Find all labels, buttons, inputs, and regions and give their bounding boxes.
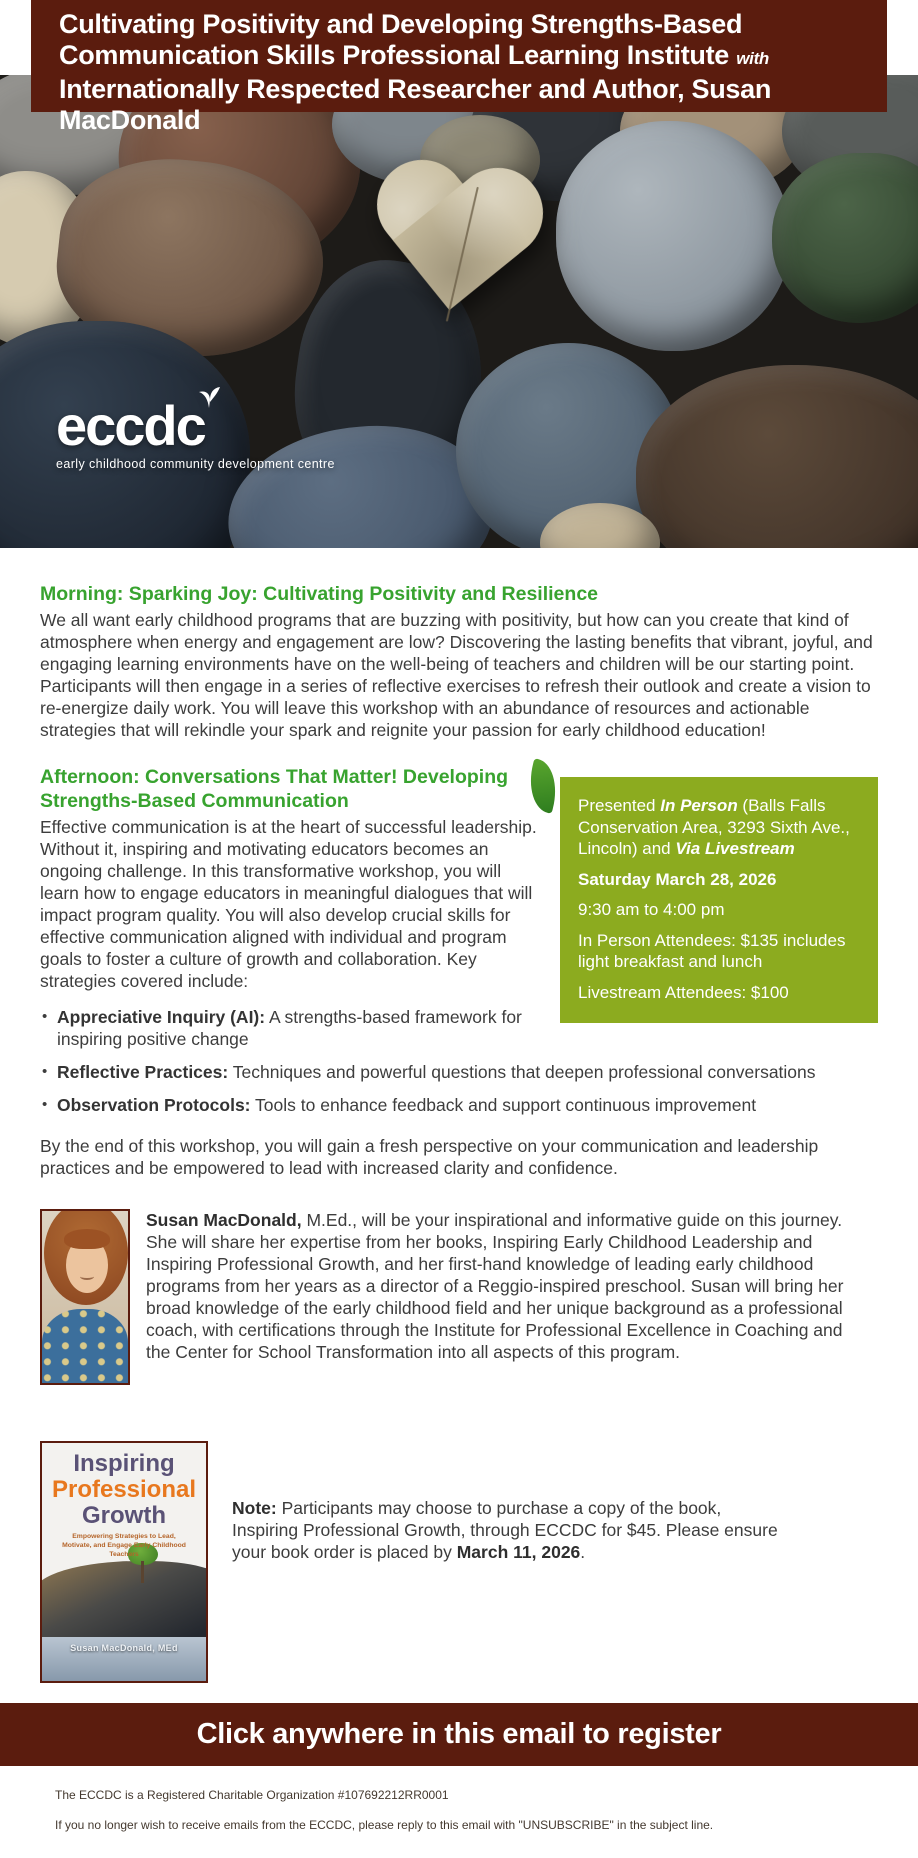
eccdc-logo xyxy=(56,394,335,471)
event-livestream-label: Via Livestream xyxy=(675,839,795,858)
eccdc-logo-text: eccdc xyxy=(56,394,205,457)
eccdc-logo-tagline: early childhood community development centre xyxy=(56,457,335,471)
book-title-line-2: Professional xyxy=(51,1476,197,1503)
event-in-person-label: In Person xyxy=(660,796,738,815)
bio-text: M.Ed., will be your inspirational and informative guide on this journey. She will share her expertise from her books, Inspiring Early Childhood Leadership and Inspiring Professional Growth, and her first-hand knowledge of leading early childhood programs from her years as a director of a Reggio-inspired preschool. Susan will bring her broad knowledge of the early childhood field and her unique background as a professional coach, with certifications through the Institute for Professional Excellence in Coaching and the Center for School Transformation into all aspects of this program. xyxy=(146,1210,844,1362)
book-subtitle: Empowering Strategies to Lead, Motivate, and Engage Early Childhood Teachers xyxy=(62,1533,186,1559)
event-location-line xyxy=(578,795,862,860)
stones-photo xyxy=(0,75,918,548)
event-presented-prefix: Presented xyxy=(578,796,661,815)
register-banner[interactable]: Click anywhere in this email to register xyxy=(0,1703,918,1766)
event-date: Saturday March 28, 2026 xyxy=(578,869,777,889)
key-strategies-list xyxy=(40,1006,878,1116)
morning-heading: Morning: Sparking Joy: Cultivating Positivity and Resilience xyxy=(40,583,599,605)
afternoon-heading: Afternoon: Conversations That Matter! Developing Strengths-Based Communication xyxy=(40,766,509,812)
book-cover-rocks xyxy=(40,1561,208,1639)
book-note xyxy=(232,1497,780,1683)
afternoon-section xyxy=(40,765,878,1116)
bullet-lead: Appreciative Inquiry (AI): xyxy=(57,1007,266,1027)
book-section xyxy=(40,1441,878,1683)
unsubscribe-line: If you no longer wish to receive emails from the ECCDC, please reply to this email with "UNSUBSCRIBE" in the subject line. xyxy=(55,1818,714,1832)
bullet-lead: Reflective Practices: xyxy=(57,1062,229,1082)
stone xyxy=(772,153,918,323)
book-cover-titles xyxy=(42,1443,206,1529)
hero-section xyxy=(0,0,918,548)
presenter-name: Susan MacDonald, xyxy=(146,1210,302,1230)
list-item xyxy=(40,1006,878,1050)
main-content xyxy=(0,582,918,1683)
title-banner xyxy=(31,0,887,135)
heart-stone xyxy=(356,158,564,357)
tree-trunk xyxy=(141,1561,144,1583)
event-details-box xyxy=(560,777,878,1023)
title-line-1: Cultivating Positivity and Developing Strengths-Based xyxy=(59,9,743,39)
portrait-bangs xyxy=(64,1229,110,1249)
note-text: Participants may choose to purchase a copy of the book, Inspiring Professional Growth, through ECCDC for $45. Please ensure your book order is placed by xyxy=(232,1498,778,1562)
leaf-icon xyxy=(522,758,563,814)
morning-section xyxy=(40,582,878,741)
title-line-3: Internationally Respected Researcher and Author, Susan MacDonald xyxy=(59,74,772,135)
event-time: 9:30 am to 4:00 pm xyxy=(578,900,725,919)
presenter-bio-section xyxy=(40,1209,878,1385)
event-price-livestream: Livestream Attendees: $100 xyxy=(578,982,789,1002)
stone xyxy=(556,121,791,351)
note-period: . xyxy=(580,1542,586,1562)
book-cover-image xyxy=(40,1441,208,1683)
title-with: with xyxy=(736,49,770,68)
logo-leaf-icon xyxy=(197,386,223,408)
note-date: March 11, 2026 xyxy=(456,1542,581,1562)
title-line-2 xyxy=(59,40,859,74)
event-location-text: (Balls Falls Conservation Area, 3293 Sixth Ave., Lincoln) and xyxy=(578,796,850,858)
list-item xyxy=(40,1061,878,1083)
bullet-text: Techniques and powerful questions that deepen professional conversations xyxy=(228,1062,816,1082)
charitable-org-line: The ECCDC is a Registered Charitable Organization #107692212RR0001 xyxy=(55,1788,449,1802)
note-lead: Note: xyxy=(232,1498,277,1518)
afternoon-paragraph: Effective communication is at the heart of successful leadership. Without it, inspiring and motivating educators becomes an ongoing challenge. In this transformative workshop, you will learn how to engage educators in meaningful dialogues that will impact program quality. You will also develop crucial skills for effective communication aligned with individual and program goals to foster a culture of growth and collaboration. Key strategies covered include: xyxy=(40,817,537,991)
morning-paragraph: We all want early childhood programs that are buzzing with positivity, but how can you create that kind of atmosphere when energy and engagement are low? Discovering the lasting benefits that vibrant, joyful, and engaging learning environments have on the well-being of teachers and children will be our starting point. Participants will then engage in a series of reflective exercises to refresh their outlook and create a vision to re-energize daily work. You will leave this workshop with an abundance of resources and actionable strategies that will rekindle your spark and reignite your passion for early childhood education! xyxy=(40,610,873,740)
portrait-clothing xyxy=(42,1309,128,1383)
book-author: Susan MacDonald, MEd xyxy=(70,1643,178,1653)
title-line-2-text: Communication Skills Professional Learning Institute xyxy=(59,40,730,70)
bullet-lead: Observation Protocols: xyxy=(57,1095,251,1115)
portrait-smile xyxy=(80,1273,94,1280)
footer xyxy=(0,1766,918,1858)
closing-paragraph: By the end of this workshop, you will gain a fresh perspective on your communication and leadership practices and be empowered to lead with increased clarity and confidence. xyxy=(40,1136,819,1178)
book-title-line-3: Growth xyxy=(82,1502,166,1529)
stone xyxy=(636,365,918,548)
bullet-text: A strengths-based framework for inspiring positive change xyxy=(57,1007,522,1049)
list-item xyxy=(40,1094,878,1116)
bio-paragraph xyxy=(146,1209,846,1385)
book-title-line-1: Inspiring xyxy=(73,1450,175,1477)
event-price-in-person: In Person Attendees: $135 includes light breakfast and lunch xyxy=(578,930,846,971)
susan-macdonald-photo xyxy=(40,1209,130,1385)
bullet-text: Tools to enhance feedback and support continuous improvement xyxy=(250,1095,757,1115)
